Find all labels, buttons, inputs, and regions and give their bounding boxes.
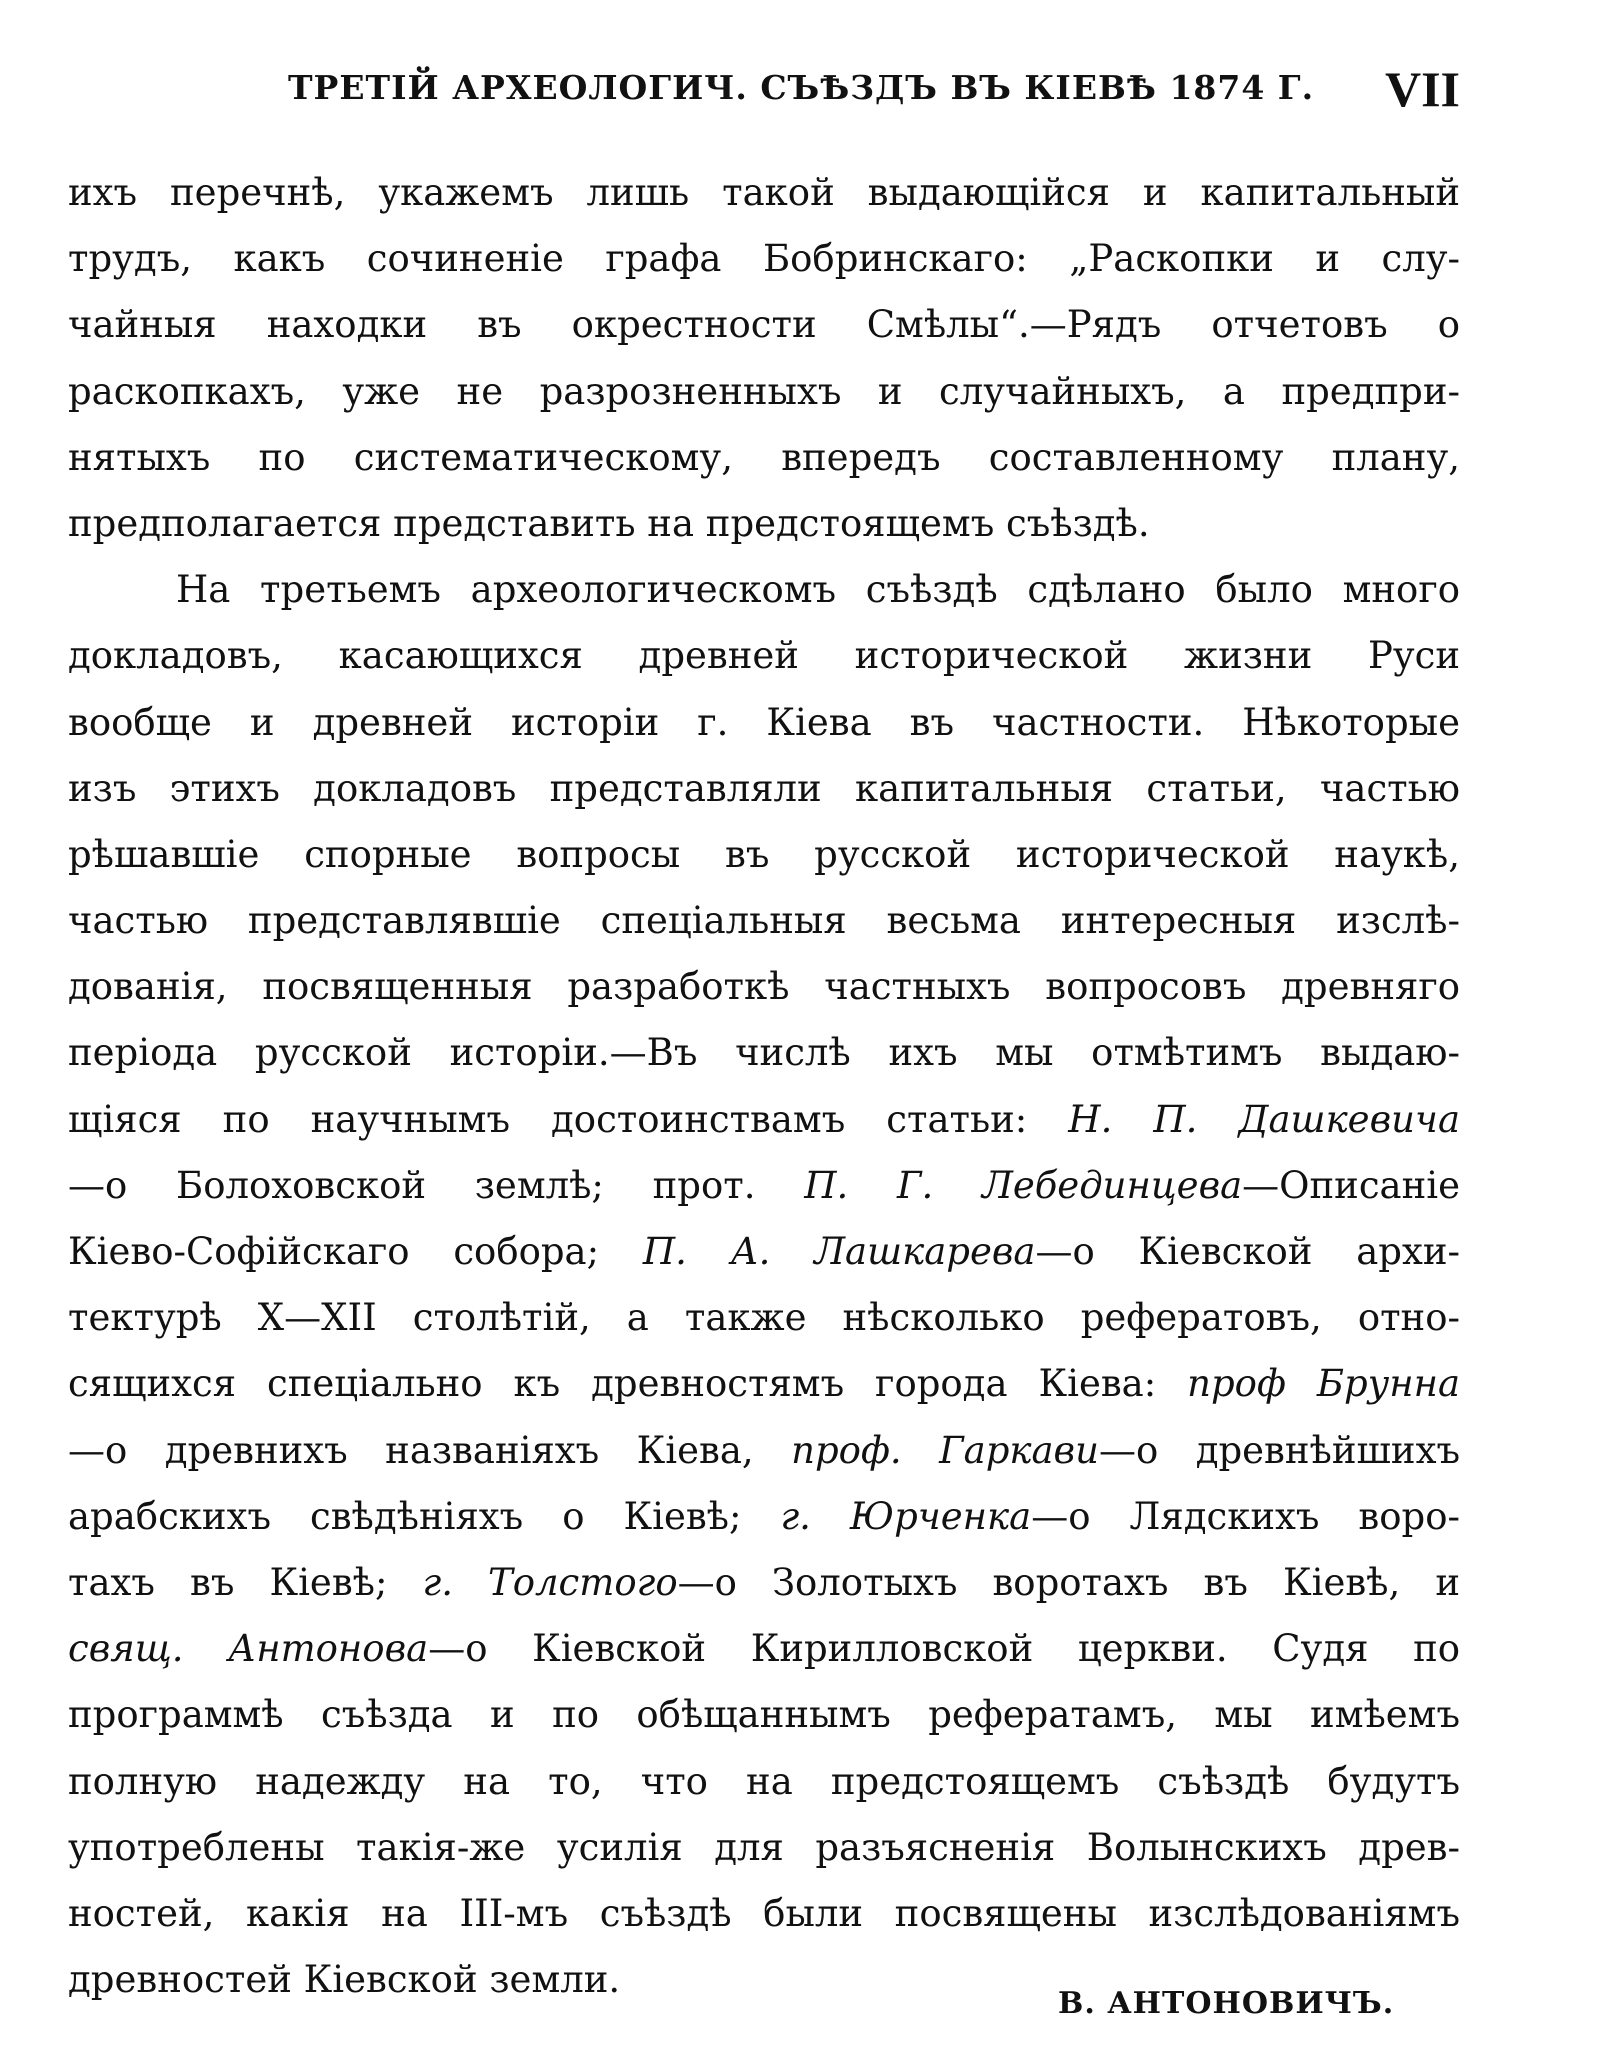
author-name: П. Г. Лебединцева <box>804 1163 1243 1207</box>
text-run: тахъ въ Кіевѣ; <box>68 1560 423 1604</box>
text-run: —о Болоховской землѣ; прот. <box>68 1163 805 1207</box>
text-run: —о Лядскихъ воро- <box>1031 1494 1460 1538</box>
text-line <box>68 1087 1460 1153</box>
author-name: свящ. Антонова <box>68 1627 429 1671</box>
page-number: VII <box>1384 61 1460 117</box>
text-line: древностей Кіевской земли. <box>68 1958 621 2002</box>
author-name: П. А. Лашкарева <box>642 1230 1036 1273</box>
text-line: употреблены такія-же усилія для разъясненія Волынскихъ древ- <box>68 1825 1460 1869</box>
body-text <box>68 160 1460 2013</box>
text-line: періода русской исторіи.—Въ числѣ ихъ мы отмѣтимъ выдаю- <box>68 1031 1460 1075</box>
text-run: —о Золотыхъ воротахъ въ Кіевѣ, и <box>677 1560 1460 1604</box>
text-line: дованія, посвященныя разработкѣ частныхъ вопросовъ древняго <box>68 965 1460 1009</box>
text-line <box>68 1153 1460 1219</box>
text-run: —о древнѣйшихъ <box>1098 1428 1460 1472</box>
running-title: ТРЕТІЙ АРХЕОЛОГИЧ. СЪѢЗДЪ ВЪ КІЕВѢ 1874 Г. <box>288 68 1315 107</box>
text-line <box>68 1418 1460 1484</box>
text-line: ихъ перечнѣ, укажемъ лишь такой выдающійся и капитальный <box>68 171 1460 214</box>
text-line: полную надежду на то, что на предстоящемъ съѣздѣ будутъ <box>68 1759 1460 1803</box>
text-line: докладовъ, касающихся древней исторической жизни Руси <box>68 634 1460 678</box>
text-line: тектурѣ X—XII столѣтій, а также нѣсколько рефератовъ, отно- <box>68 1296 1460 1340</box>
text-run: арабскихъ свѣдѣніяхъ о Кіевѣ; <box>68 1494 781 1538</box>
text-line: чайныя находки въ окрестности Смѣлы“.—Рядъ отчетовъ о <box>68 303 1460 347</box>
text-run: сящихся спеціально къ древностямъ города Кіева: <box>68 1362 1188 1406</box>
text-line: нятыхъ по систематическому, впередъ составленному плану, <box>68 435 1460 479</box>
paragraph-1 <box>68 160 1460 557</box>
text-line: трудъ, какъ сочиненіе графа Бобринскаго: „Раскопки и слу- <box>68 237 1460 281</box>
text-run: —о древнихъ названіяхъ Кіева, <box>68 1428 792 1472</box>
running-head <box>70 58 1460 118</box>
text-line <box>68 1616 1460 1682</box>
text-run: —Описаніе <box>1242 1163 1460 1207</box>
text-line: предполагается представить на предстоящемъ съѣздѣ. <box>68 501 1150 545</box>
author-name: проф. Гаркави <box>791 1428 1099 1472</box>
author-name: Н. П. Дашкевича <box>1068 1097 1460 1141</box>
text-line: вообще и древней исторіи г. Кіева въ частности. Нѣкоторые <box>68 700 1460 744</box>
text-line: программѣ съѣзда и по обѣщаннымъ рефератамъ, мы имѣемъ <box>68 1693 1460 1737</box>
author-name: проф Брунна <box>1187 1362 1460 1406</box>
text-line: ностей, какія на III-мъ съѣздѣ были посвящены изслѣдованіямъ <box>68 1891 1460 1935</box>
text-line: раскопкахъ, уже не разрозненныхъ и случайныхъ, а предпри- <box>68 369 1460 413</box>
text-run: Кіево-Софійскаго собора; <box>68 1230 643 1273</box>
text-line <box>68 1550 1460 1616</box>
author-name: г. Толстого <box>422 1560 678 1604</box>
text-line: частью представлявшіе спеціальныя весьма интересныя изслѣ- <box>68 899 1460 943</box>
paragraph-2 <box>68 557 1460 2013</box>
author-name: г. Юрченка <box>780 1494 1032 1538</box>
text-run: —о Кіевской архи- <box>1035 1230 1460 1273</box>
text-line: На третьемъ археологическомъ съѣздѣ сдѣлано было много <box>176 568 1460 612</box>
text-run: —о Кіевской Кирилловской церкви. Судя по <box>428 1627 1460 1671</box>
text-line: изъ этихъ докладовъ представляли капитальныя статьи, частью <box>68 766 1460 810</box>
text-line <box>68 1484 1460 1550</box>
author-signature: В. АНТОНОВИЧЪ. <box>1058 1986 1395 2021</box>
text-line: рѣшавшіе спорные вопросы въ русской исторической наукѣ, <box>68 832 1460 876</box>
text-line <box>68 1219 1460 1285</box>
text-run: щіяся по научнымъ достоинствамъ статьи: <box>68 1097 1069 1141</box>
text-line <box>68 1351 1460 1417</box>
